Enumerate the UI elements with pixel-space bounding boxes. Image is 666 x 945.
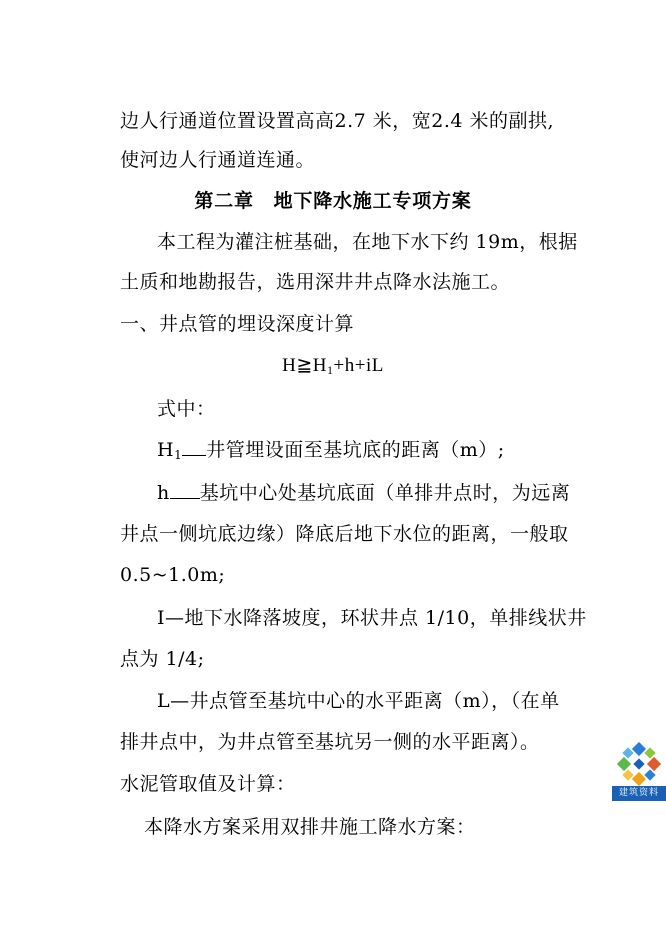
section-heading: 一、井点管的埋设深度计算	[120, 313, 355, 335]
paragraph-line: 排井点中，为井点管至基坑另一侧的水平距离）。	[120, 731, 540, 753]
paragraph-line: 边人行通道位置设置高高2.7 米，宽2.4 米的副拱,	[120, 110, 555, 132]
symbol: h	[157, 482, 170, 504]
paragraph-line: 点为 1/4;	[120, 648, 205, 670]
paragraph-line: 本降水方案采用双排井施工降水方案：	[144, 816, 476, 838]
underline-blank	[182, 441, 206, 456]
formula	[0, 354, 666, 378]
definition-line	[157, 481, 666, 505]
definition-line	[157, 438, 666, 462]
definition-line: I—地下水降落坡度，环状井点 1/10，单排线状井	[157, 607, 587, 629]
definition-line: L—井点管至基坑中心的水平距离（m），（在单	[157, 690, 560, 712]
badge-label: 建筑资料	[612, 786, 666, 801]
section-heading: 水泥管取值及计算：	[120, 773, 296, 795]
paragraph-line: 式中：	[157, 398, 216, 420]
paragraph-line: 井点一侧坑底边缘）降底后地下水位的距离，一般取	[120, 523, 569, 545]
underline-blank	[170, 484, 200, 499]
definition-text: 基坑中心处基坑底面（单排井点时，为远离	[199, 482, 571, 504]
paragraph-line: 0.5~1.0m;	[120, 564, 226, 586]
formula-subscript: 1	[327, 363, 334, 377]
paragraph-line: 使河边人行通道连通。	[120, 149, 316, 171]
symbol-subscript: 1	[174, 448, 183, 462]
paragraph-line: 土质和地勘报告，选用深井井点降水法施工。	[120, 271, 511, 293]
definition-text: 井管埋设面至基坑底的距离（m）;	[206, 439, 505, 461]
paragraph-line: 本工程为灌注桩基础，在地下水下约 19m，根据	[157, 231, 578, 253]
formula-main: H≧H	[282, 355, 328, 376]
formula-tail: +h+iL	[333, 355, 384, 376]
chapter-heading: 第二章 地下降水施工专项方案	[194, 190, 472, 212]
symbol: H	[157, 439, 175, 461]
